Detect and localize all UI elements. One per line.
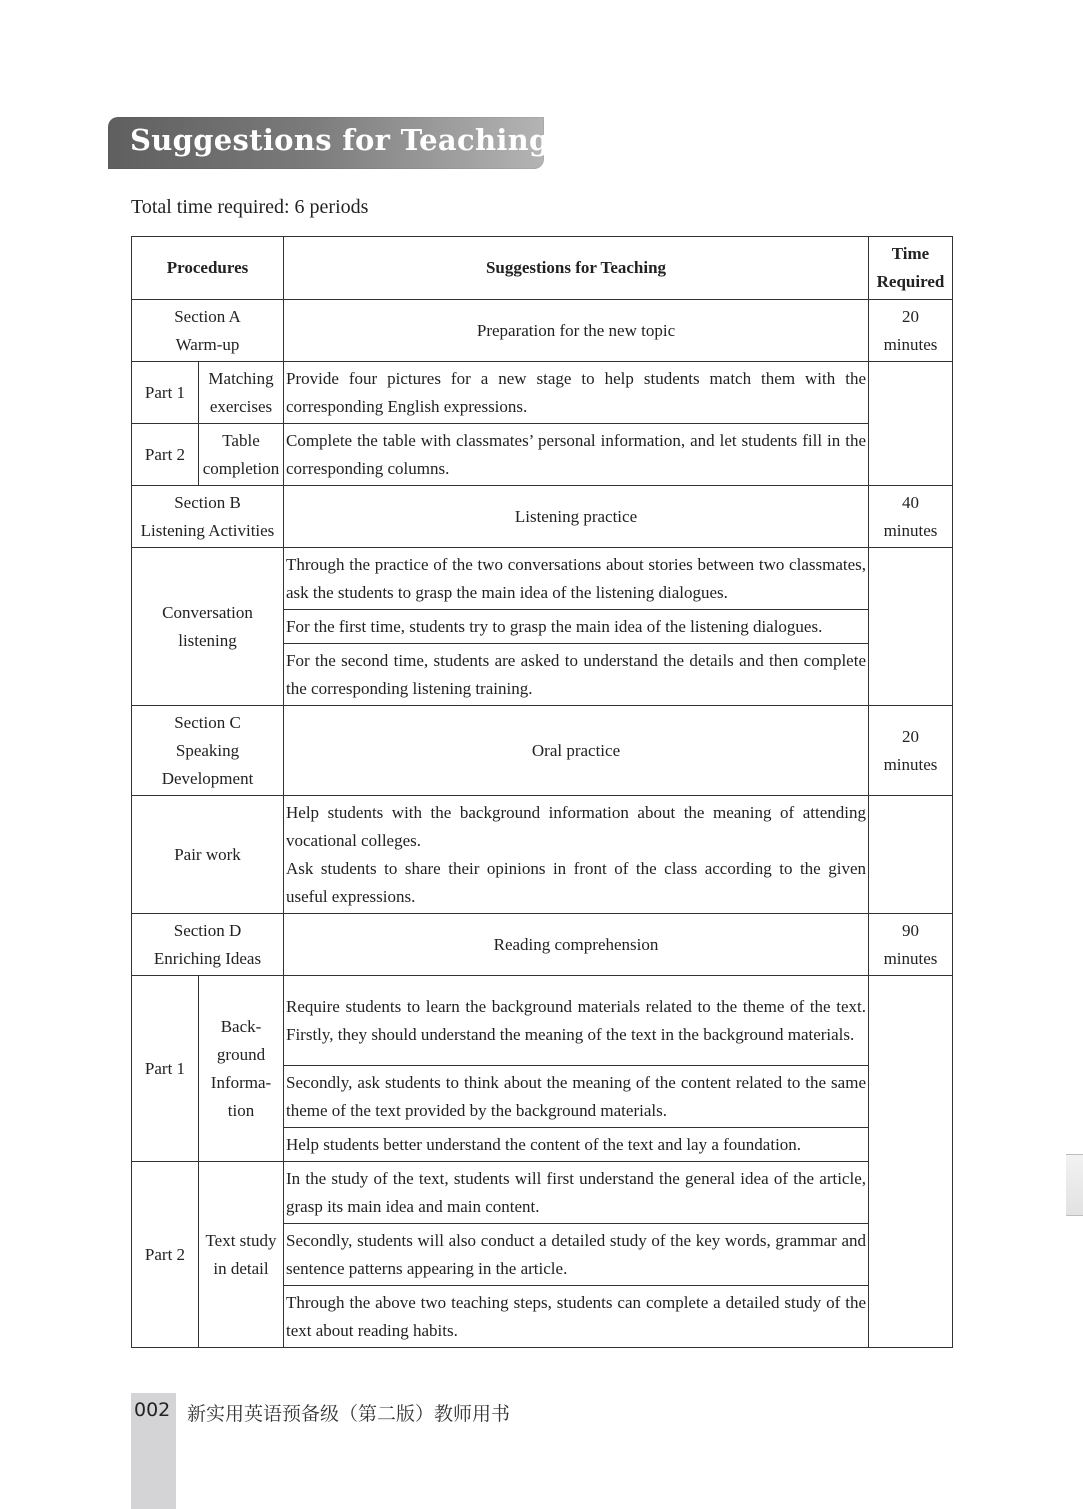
table-row <box>132 976 953 1066</box>
table-row <box>132 548 953 610</box>
section-d-parts-time-empty <box>869 976 953 1348</box>
header-procedures: Procedures <box>132 237 284 300</box>
section-d-label-line2: Enriching Ideas <box>153 948 262 968</box>
section-d-label-line1: Section D <box>173 920 242 940</box>
section-d-part1-activity-line1: Back- <box>220 1016 262 1036</box>
section-d-time-value: 90 <box>902 920 919 940</box>
section-banner <box>108 117 550 169</box>
section-a-label-line2: Warm-up <box>175 334 240 354</box>
header-suggestions: Suggestions for Teaching <box>284 237 869 300</box>
section-c-parts-time-empty <box>869 796 953 914</box>
section-b-label-line1: Section B <box>174 492 241 512</box>
section-a-part2-activity <box>199 424 284 486</box>
section-d-part1-activity-line3: Informa- <box>210 1072 272 1092</box>
section-b-label <box>132 486 284 548</box>
table-row <box>132 796 953 914</box>
section-a-part2-activity-line1: Table <box>222 430 260 450</box>
section-c-text-2: Ask students to share their opinions in front of the class according to the given useful expressions. <box>286 858 866 906</box>
section-b-step-1: Through the practice of the two conversations about stories between two classmates, ask the students to grasp the main idea of the listening dialogues. <box>284 548 869 610</box>
section-d-part2-activity <box>199 1162 284 1348</box>
section-a-part1-activity <box>199 362 284 424</box>
section-b-activity-line2: listening <box>178 630 237 650</box>
section-b-label-line2: Listening Activities <box>140 520 275 540</box>
table-row <box>132 914 953 976</box>
section-d-label <box>132 914 284 976</box>
section-b-time-value: 40 <box>902 492 919 512</box>
section-d-part2-step-1: In the study of the text, students will first understand the general idea of the article, grasp its main idea and main content. <box>284 1162 869 1224</box>
section-b-activity <box>132 548 284 706</box>
section-c-activity: Pair work <box>132 796 284 914</box>
section-b-step-2: For the first time, students try to grasp the main idea of the listening dialogues. <box>284 610 869 644</box>
table-header-row <box>132 237 953 300</box>
section-a-part1-activity-line1: Matching <box>208 368 274 388</box>
section-d-part1-activity <box>199 976 284 1162</box>
table-row <box>132 300 953 362</box>
banner-title: Suggestions for Teaching <box>130 123 550 157</box>
page-number: 002 <box>134 1399 171 1421</box>
section-d-part2-activity-line2: in detail <box>213 1258 269 1278</box>
section-c-text <box>284 796 869 914</box>
section-b-step-3: For the second time, students are asked to understand the details and then complete the corresponding listening training. <box>284 644 869 706</box>
section-a-parts-time-empty <box>869 362 953 486</box>
section-a-label-line1: Section A <box>174 306 241 326</box>
section-d-part1-label: Part 1 <box>132 976 199 1162</box>
section-d-part1-step-3: Help students better understand the content of the text and lay a foundation. <box>284 1128 869 1162</box>
section-c-label <box>132 706 284 796</box>
section-c-label-line3: Development <box>161 768 254 788</box>
section-b-parts-time-empty <box>869 548 953 706</box>
section-a-part1-text: Provide four pictures for a new stage to help students match them with the corresponding English expressions. <box>284 362 869 424</box>
section-c-text-1: Help students with the background information about the meaning of attending vocational colleges. <box>286 802 866 850</box>
section-d-time-unit: minutes <box>883 948 938 968</box>
section-c-time-unit: minutes <box>883 754 938 774</box>
section-a-part2-text: Complete the table with classmates’ personal information, and let students fill in the corresponding columns. <box>284 424 869 486</box>
section-a-label <box>132 300 284 362</box>
section-c-label-line2: Speaking <box>175 740 240 760</box>
header-time-required <box>869 237 953 300</box>
section-a-part2-activity-line2: completion <box>202 458 280 478</box>
section-a-part1-activity-line2: exercises <box>209 396 273 416</box>
section-d-summary: Reading comprehension <box>284 914 869 976</box>
section-d-part1-step-1: Require students to learn the background materials related to the theme of the text. Firstly, they should understand the meaning of the text in the background materials. <box>284 976 869 1066</box>
book-title: 新实用英语预备级（第二版）教师用书 <box>187 1403 511 1425</box>
section-c-label-line1: Section C <box>174 712 241 732</box>
section-d-part2-step-2: Secondly, students will also conduct a detailed study of the key words, grammar and sentence patterns appearing in the article. <box>284 1224 869 1286</box>
section-d-part1-step-2: Secondly, ask students to think about the meaning of the content related to the same theme of the text provided by the background materials. <box>284 1066 869 1128</box>
section-a-part2-label: Part 2 <box>132 424 199 486</box>
section-d-part1-activity-line2: ground <box>216 1044 266 1064</box>
section-c-time-value: 20 <box>902 726 919 746</box>
section-a-time-value: 20 <box>902 306 919 326</box>
section-c-time <box>869 706 953 796</box>
header-time-line1: Time <box>891 244 930 263</box>
header-time-line2: Required <box>876 272 945 291</box>
table-row <box>132 706 953 796</box>
section-d-part1-activity-line4: tion <box>227 1100 255 1120</box>
edge-thumb-tab <box>1066 1154 1083 1216</box>
section-d-part2-step-3: Through the above two teaching steps, students can complete a detailed study of the text about reading habits. <box>284 1286 869 1348</box>
total-time-text: Total time required: 6 periods <box>131 196 369 218</box>
section-b-time <box>869 486 953 548</box>
section-a-time-unit: minutes <box>883 334 938 354</box>
table-row <box>132 424 953 486</box>
section-d-part2-activity-line1: Text study <box>205 1230 277 1250</box>
section-c-summary: Oral practice <box>284 706 869 796</box>
section-b-time-unit: minutes <box>883 520 938 540</box>
table-row <box>132 1162 953 1224</box>
section-a-part1-label: Part 1 <box>132 362 199 424</box>
section-d-time <box>869 914 953 976</box>
section-d-part2-label: Part 2 <box>132 1162 199 1348</box>
table-row <box>132 362 953 424</box>
section-b-summary: Listening practice <box>284 486 869 548</box>
teaching-plan-table <box>131 236 953 1348</box>
table-row <box>132 486 953 548</box>
section-a-summary: Preparation for the new topic <box>284 300 869 362</box>
section-b-activity-line1: Conversation <box>162 602 253 622</box>
section-a-time <box>869 300 953 362</box>
